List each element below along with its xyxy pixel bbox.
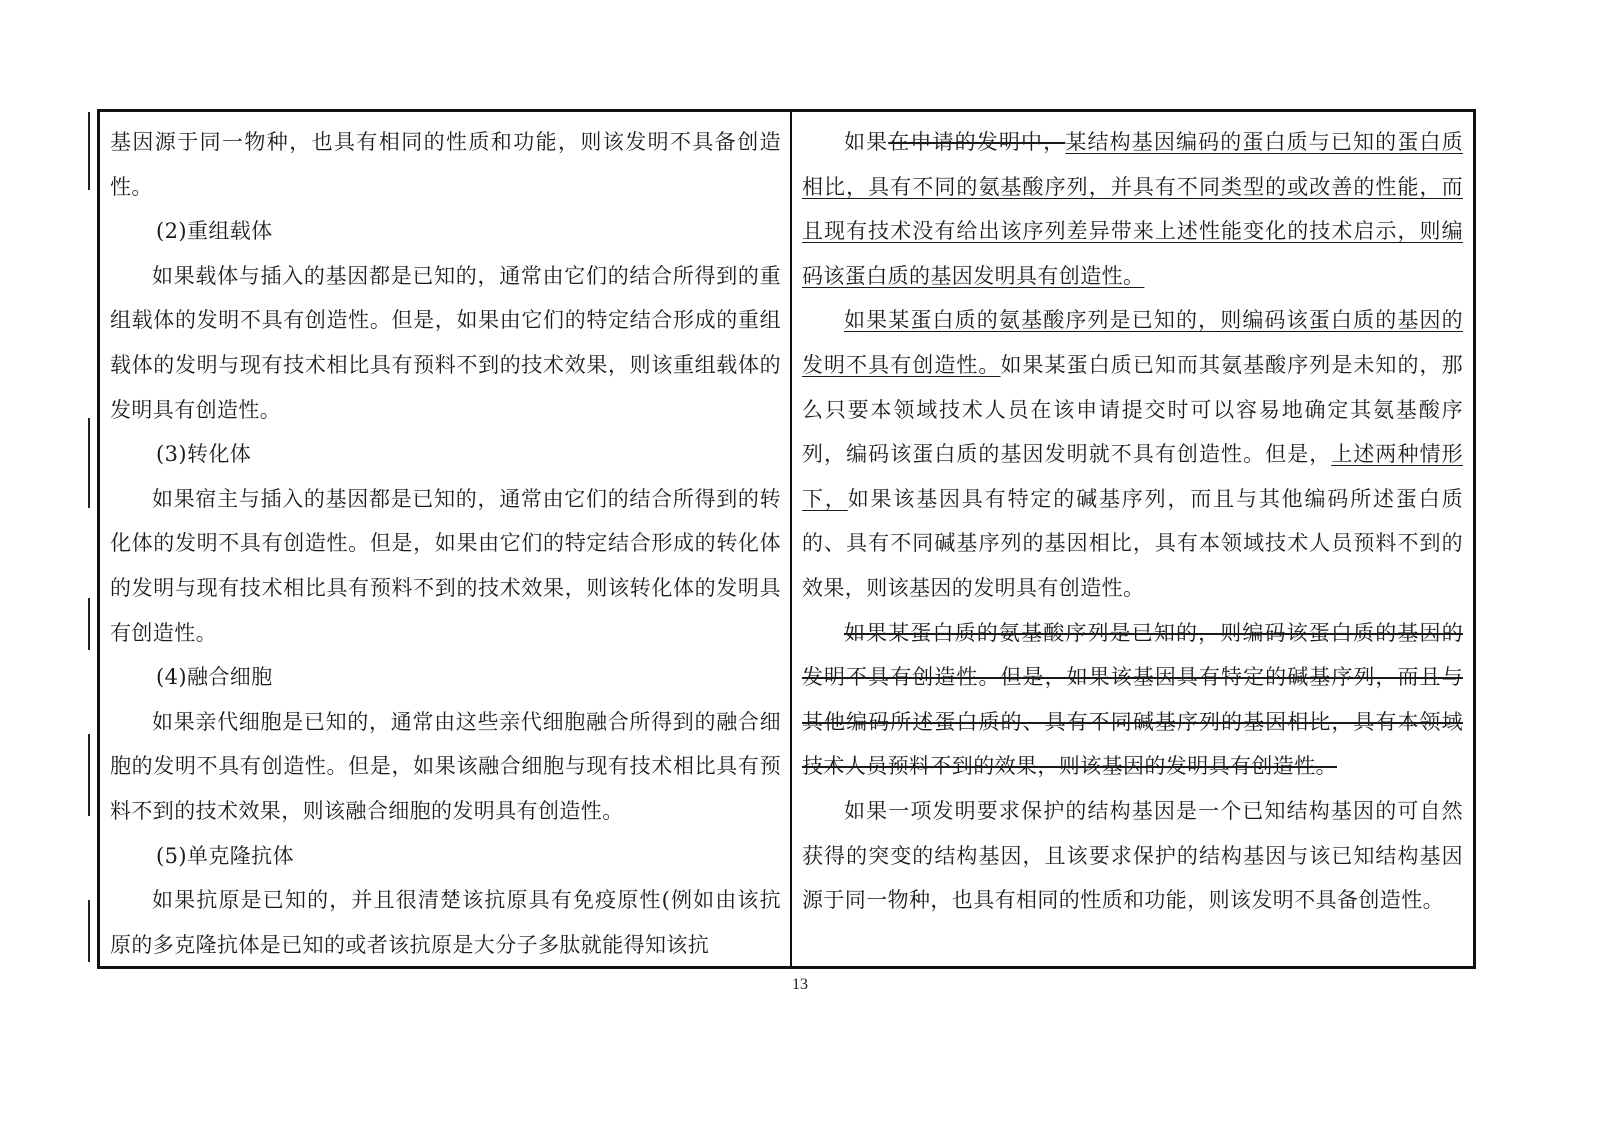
paragraph: 如果亲代细胞是已知的，通常由这些亲代细胞融合所得到的融合细胞的发明不具有创造性。但是，如果该融合细胞与现有技术相比具有预料不到的技术效果，则该融合细胞的发明具有创造性。 [110, 709, 781, 823]
revision-bar [88, 734, 90, 816]
original-text-column [100, 112, 792, 966]
revision-bar [88, 598, 90, 650]
comparison-table [97, 109, 1476, 969]
inserted-text: 如果某蛋白质的氨基酸序列是已知的，则编码该蛋白质的基因的发明不具有创造性。 [802, 308, 1463, 377]
text-run: 如果该基因具有特定的碱基序列，而且与其他编码所述蛋白质的、具有不同碱基序列的基因相比，具有本领域技术人员预料不到的效果，则该基因的发明具有创造性。 [802, 486, 1463, 600]
inserted-text: 上述两种情形下， [802, 442, 1463, 511]
revised-text-column [792, 112, 1473, 966]
section-heading: (5)单克隆抗体 [156, 843, 294, 868]
text-run: 如果某蛋白质已知而其氨基酸序列是未知的，那么只要本领域技术人员在该申请提交时可以容易地确定其氨基酸序列，编码该蛋白质的基因发明就不具有创造性。但是， [802, 352, 1463, 467]
paragraph [802, 298, 1463, 610]
paragraph: 如果宿主与插入的基因都是已知的，通常由它们的结合所得到的转化体的发明不具有创造性。但是，如果由它们的特定结合形成的转化体的发明与现有技术相比具有预料不到的技术效果，则该转化体的发明具有创造性。 [110, 486, 781, 645]
paragraph: 如果载体与插入的基因都是已知的，通常由它们的结合所得到的重组载体的发明不具有创造性。但是，如果由它们的特定结合形成的重组载体的发明与现有技术相比具有预料不到的技术效果，则该重组载体的发明具有创造性。 [110, 263, 781, 422]
section-heading: (4)融合细胞 [156, 665, 273, 690]
paragraph [802, 120, 1463, 298]
paragraph: 基因源于同一物种，也具有相同的性质和功能，则该发明不具备创造性。 [110, 130, 781, 199]
text-run: 如果 [844, 130, 889, 154]
page-number: 13 [792, 976, 808, 993]
deleted-text: 如果某蛋白质的氨基酸序列是已知的，则编码该蛋白质的基因的发明不具有创造性。但是，如果该基因具有特定的碱基序列，而且与其他编码所述蛋白质的、具有不同碱基序列的基因相比，具有本领域技术人员预料不到的效果，则该基因的发明具有创造性。 [802, 620, 1463, 779]
inserted-text: 某结构基因编码的蛋白质与已知的蛋白质相比，具有不同的氨基酸序列，并具有不同类型的或改善的性能，而且现有技术没有给出该序列差异带来上述性能变化的技术启示，则编码该蛋白质的基因发明具有创造性。 [802, 130, 1463, 288]
revision-bar [88, 418, 90, 508]
paragraph: 如果抗原是已知的，并且很清楚该抗原具有免疫原性(例如由该抗原的多克隆抗体是已知的或者该抗原是大分子多肽就能得知该抗 [110, 888, 781, 957]
paragraph [802, 611, 1463, 789]
section-heading: (3)转化体 [156, 442, 252, 467]
section-heading: (2)重组载体 [156, 219, 273, 244]
deleted-text: 在申请的发明中， [888, 130, 1066, 154]
revision-bar [88, 112, 90, 190]
revision-bar [88, 900, 90, 962]
paragraph: 如果一项发明要求保护的结构基因是一个已知结构基因的可自然获得的突变的结构基因，且该要求保护的结构基因与该已知结构基因源于同一物种，也具有相同的性质和功能，则该发明不具备创造性。 [802, 798, 1463, 913]
